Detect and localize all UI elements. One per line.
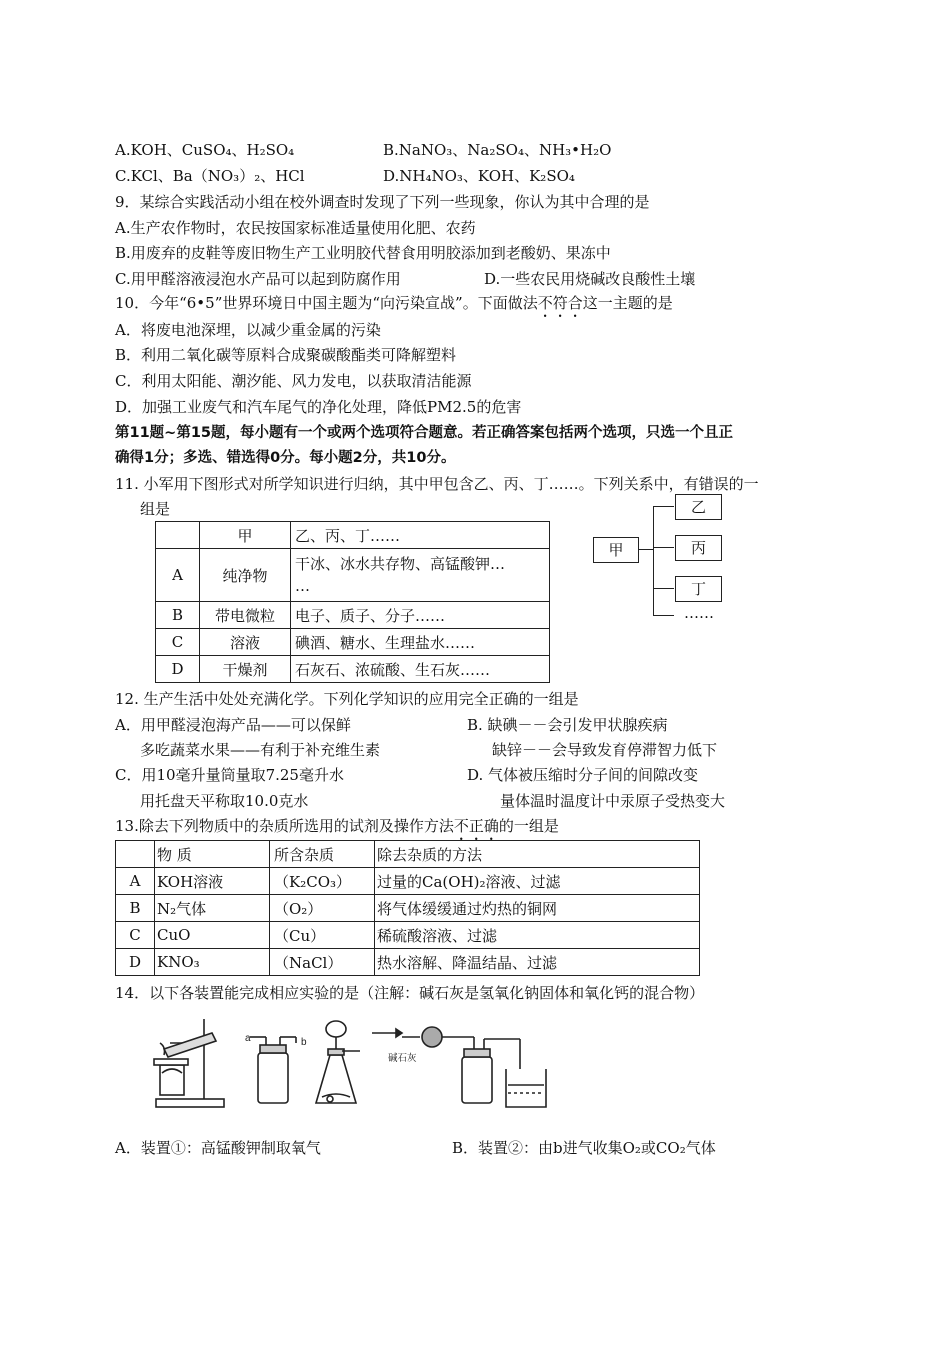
q11-stem-line2: 组是 [140,500,171,518]
table-cell: 带电微粒 [200,602,291,629]
table-cell: B [156,602,200,629]
q12-stem: 12. 生产生活中处处充满化学。下列化学知识的应用完全正确的一组是 [115,690,579,708]
table-header-cell: 所含杂质 [270,841,375,868]
apparatus-2-gas-bottle [250,1037,296,1103]
table-cell: D [116,949,155,976]
tree-connector [638,549,653,550]
table-header-cell: 物 质 [155,841,270,868]
apparatus-3-conical-flask [316,1021,360,1103]
table-cell: （Cu） [270,922,375,949]
table-cell: KNO₃ [155,949,270,976]
tree-trunk [653,506,654,616]
tree-child-box: 乙 [675,494,722,520]
q14-apparatus-illustration [150,1015,570,1115]
label-b: b [301,1037,307,1048]
q10-stem [115,293,673,321]
label-a: a [245,1033,251,1044]
apparatus-4-absorption-train [372,1027,546,1107]
table-cell: 石灰石、浓硫酸、生石灰…… [291,656,550,683]
q8-option-c: C.KCl、Ba（NO₃）₂、HCl [115,167,305,185]
q9-option-b: B.用废弃的皮鞋等废旧物生产工业明胶代替食用明胶添加到老酸奶、果冻中 [115,244,611,262]
table-row [156,656,550,683]
table-row [156,549,550,602]
q8-option-a: A.KOH、CuSO₄、H₂SO₄ [115,141,295,159]
table-cell: （NaCl） [270,949,375,976]
table-row [156,522,550,549]
q8-option-d: D.NH₄NO₃、KOH、K₂SO₄ [383,167,575,185]
q10-option-d: D．加强工业废气和汽车尾气的净化处理，降低PM2.5的危害 [115,398,522,416]
q12-option-b-line1: B. 缺碘－－会引发甲状腺疾病 [467,716,668,734]
table-cell-line: … [295,577,310,595]
tree-child-box: 丁 [675,576,722,602]
q12-option-d-line1: D. 气体被压缩时分子间的间隙改变 [467,766,699,784]
table-cell: 电子、质子、分子…… [291,602,550,629]
q10-option-a: A．将废电池深埋，以减少重金属的污染 [115,321,381,339]
q12-option-a-line1: A．用甲醛浸泡海产品——可以保鲜 [115,716,351,734]
table-row [116,895,700,922]
q13-stem-pre: 13.除去下列物质中的杂质所选用的试剂及操作方法 [115,817,454,835]
q12-option-a-line2: 多吃蔬菜水果——有利于补充维生素 [140,741,381,759]
table-row [116,949,700,976]
table-cell: A [116,868,155,895]
q13-stem-emphasis: 不正确 [453,817,499,835]
section-instruction-line2: 确得1分；多选、错选得0分。每小题2分，共10分。 [115,450,456,466]
table-row [116,922,700,949]
tree-branch [653,506,674,507]
table-cell: 干燥剂 [200,656,291,683]
table-cell: CuO [155,922,270,949]
tree-root-box: 甲 [593,537,639,563]
q10-option-c: C．利用太阳能、潮汐能、风力发电，以获取清洁能源 [115,372,472,390]
tree-branch [653,588,674,589]
table-cell: 过量的Ca(OH)₂溶液、过滤 [375,868,700,895]
q11-table [155,521,550,683]
q14-option-a: A．装置①：高锰酸钾制取氧气 [115,1139,321,1157]
tree-child-box: 丙 [675,535,722,561]
table-cell [291,549,550,602]
q9-option-d: D.一些农民用烧碱改良酸性土壤 [484,270,696,288]
table-row [156,602,550,629]
q12-option-b-line2: 缺锌－－会导致发育停滞智力低下 [492,741,718,759]
q10-stem-pre: 10．今年“6•5”世界环境日中国主题为“向污染宣战”。下面做法 [115,294,538,312]
table-cell: C [116,922,155,949]
q13-table [115,840,700,976]
tree-branch [653,615,674,616]
table-cell [156,522,200,549]
q12-option-c-line1: C．用10毫升量筒量取7.25毫升水 [115,766,344,784]
table-cell: 溶液 [200,629,291,656]
table-header-cell: 除去杂质的方法 [375,841,700,868]
q8-option-b: B.NaNO₃、Na₂SO₄、NH₃•H₂O [383,141,612,159]
table-cell: 将气体缓缓通过灼热的铜网 [375,895,700,922]
table-cell: B [116,895,155,922]
q14-stem: 14．以下各装置能完成相应实验的是（注解：碱石灰是氢氧化钠固体和氧化钙的混合物） [115,984,705,1002]
table-cell: （O₂） [270,895,375,922]
q12-option-d-line2: 量体温时温度计中汞原子受热变大 [500,792,726,810]
q9-stem: 9．某综合实践活动小组在校外调查时发现了下列一些现象，你认为其中合理的是 [115,193,650,211]
table-cell: 热水溶解、降温结晶、过滤 [375,949,700,976]
table-cell: C [156,629,200,656]
q10-stem-post: 这一主题的是 [582,294,673,312]
tree-ellipsis: …… [684,604,714,622]
apparatus-1-heating-setup [154,1019,224,1107]
q10-option-b: B．利用二氧化碳等原料合成聚碳酸酯类可降解塑料 [115,346,457,364]
table-cell: 碘酒、糖水、生理盐水…… [291,629,550,656]
q12-option-c-line2: 用托盘天平称取10.0克水 [140,792,309,810]
table-cell-line: 干冰、冰水共存物、高锰酸钾… [295,555,506,573]
table-row [116,868,700,895]
q13-stem-post: 的一组是 [498,817,559,835]
table-header-cell: 甲 [200,522,291,549]
table-cell: 纯净物 [200,549,291,602]
table-cell: N₂气体 [155,895,270,922]
section-instruction-line1: 第11题~第15题，每小题有一个或两个选项符合题意。若正确答案包括两个选项，只选一个且正 [115,425,734,441]
q11-stem-line1: 11. 小军用下图形式对所学知识进行归纳，其中甲包含乙、丙、丁……。下列关系中，有错误的一 [115,475,759,493]
q10-stem-emphasis: 不符合 [537,294,583,312]
table-row [116,841,700,868]
table-row [156,629,550,656]
table-header-cell: 乙、丙、丁…… [291,522,550,549]
table-cell: A [156,549,200,602]
label-soda-lime: 碱石灰 [388,1053,417,1064]
table-cell: 稀硫酸溶液、过滤 [375,922,700,949]
q9-option-a: A.生产农作物时，农民按国家标准适量使用化肥、农药 [115,219,476,237]
table-cell [116,841,155,868]
table-cell: D [156,656,200,683]
table-cell: KOH溶液 [155,868,270,895]
table-cell: （K₂CO₃） [270,868,375,895]
q14-option-b: B．装置②：由b进气收集O₂或CO₂气体 [452,1139,716,1157]
q9-option-c: C.用甲醛溶液浸泡水产品可以起到防腐作用 [115,270,401,288]
tree-branch [653,547,674,548]
